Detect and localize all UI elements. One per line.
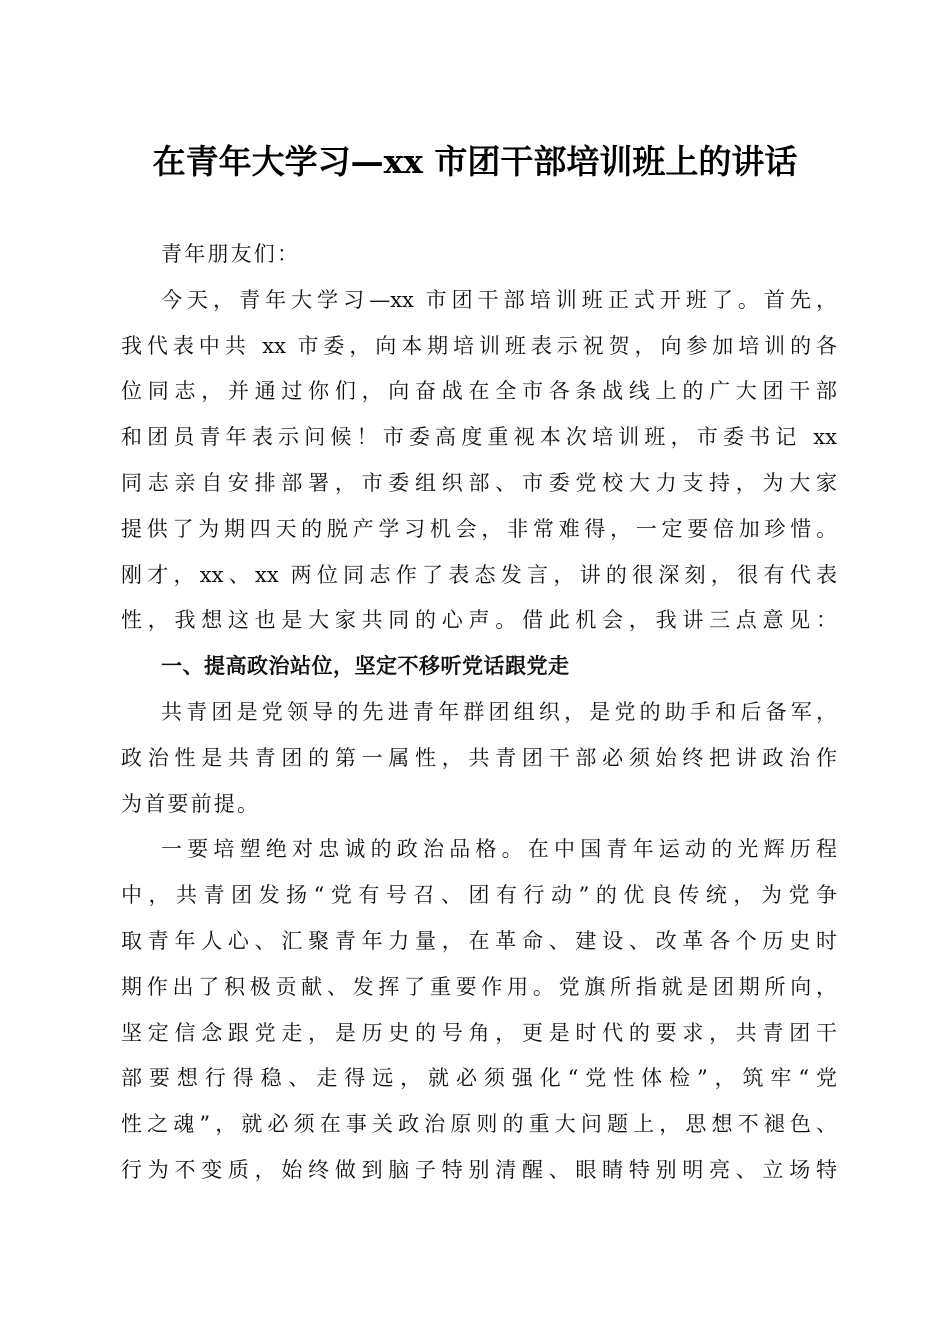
document-body — [121, 232, 837, 1194]
document-title: 在青年大学习—xx 市团干部培训班上的讲话 — [152, 142, 798, 181]
paragraph-line: 期作出了积极贡献、发挥了重要作用。党旗所指就是团期所向， — [121, 974, 837, 999]
paragraph-line: 坚定信念跟党走，是历史的号角，更是时代的要求，共青团干 — [121, 1020, 837, 1045]
paragraph-line: 为首要前提。 — [121, 791, 261, 816]
section-heading: 一、提高政治站位，坚定不移听党话跟党走 — [161, 654, 570, 679]
paragraph-line: 性之魂”，就必须在事关政治原则的重大问题上，思想不褪色、 — [121, 1112, 837, 1137]
paragraph-line: 性，我想这也是大家共同的心声。借此机会，我讲三点意见： — [121, 608, 837, 633]
paragraph-line: 和团员青年表示问候！市委高度重视本次培训班，市委书记 xx — [121, 425, 837, 450]
paragraph-line: 一要培塑绝对忠诚的政治品格。在中国青年运动的光辉历程 — [161, 837, 837, 862]
paragraph-line: 政治性是共青团的第一属性，共青团干部必须始终把讲政治作 — [121, 745, 837, 770]
paragraph-line: 行为不变质，始终做到脑子特别清醒、眼睛特别明亮、立场特 — [121, 1157, 837, 1182]
paragraph-line: 共青团是党领导的先进青年群团组织，是党的助手和后备军， — [161, 699, 837, 724]
paragraph-line: 提供了为期四天的脱产学习机会，非常难得，一定要倍加珍惜。 — [121, 516, 837, 541]
paragraph-line: 我代表中共 xx 市委，向本期培训班表示祝贺，向参加培训的各 — [121, 333, 837, 358]
paragraph-line: 中，共青团发扬“党有号召、团有行动”的优良传统，为党争 — [121, 883, 837, 908]
paragraph-line: 同志亲自安排部署，市委组织部、市委党校大力支持，为大家 — [121, 470, 837, 495]
paragraph-line: 位同志，并通过你们，向奋战在全市各条战线上的广大团干部 — [121, 379, 837, 404]
paragraph-line: 部要想行得稳、走得远，就必须强化“党性体检”，筑牢“党 — [121, 1066, 837, 1091]
paragraph-line: 刚才，xx、xx 两位同志作了表态发言，讲的很深刻，很有代表 — [121, 562, 837, 587]
paragraph-line: 取青年人心、汇聚青年力量，在革命、建设、改革各个历史时 — [121, 928, 837, 953]
paragraph-line: 今天，青年大学习—xx 市团干部培训班正式开班了。首先， — [161, 287, 837, 312]
salutation: 青年朋友们： — [161, 242, 301, 266]
